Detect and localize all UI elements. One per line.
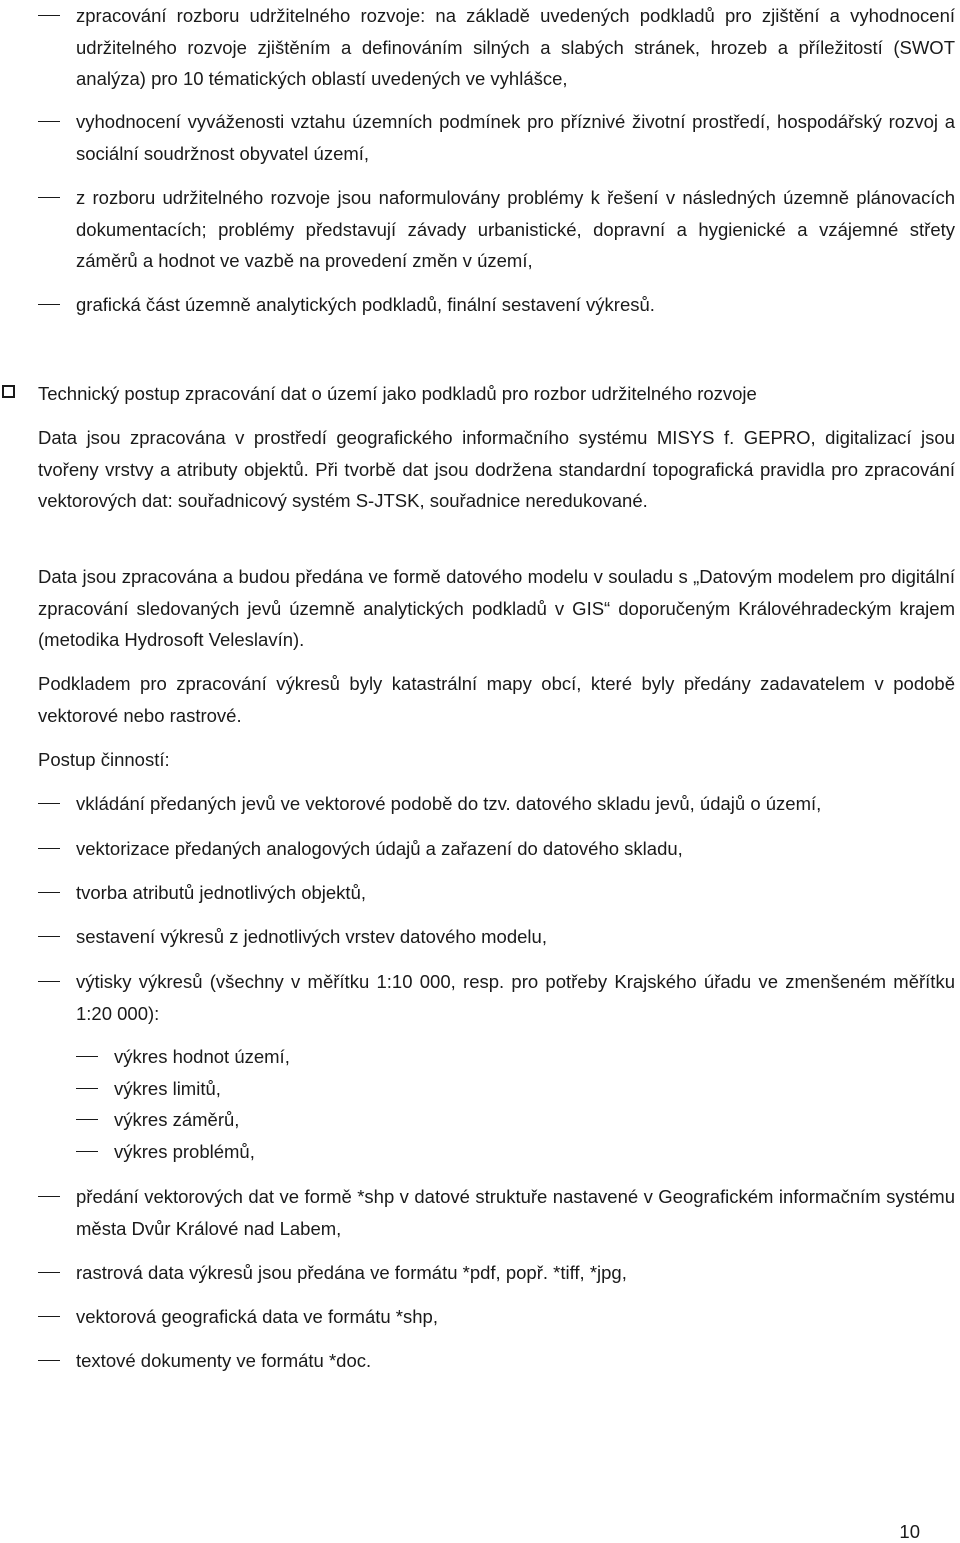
dash-bullet-icon [76,1119,98,1120]
paragraph: Postup činností: [38,749,170,770]
dash-bullet-icon [38,1316,60,1317]
dash-bullet-icon [76,1056,98,1057]
dash-bullet-icon [38,892,60,893]
dash-bullet-icon [38,121,60,122]
dash-bullet-icon [38,1360,60,1361]
list-item-text: výtisky výkresů (všechny v měřítku 1:10 000, resp. pro potřeby Krajského úřadu ve zmenšeném měřítku 1:20 000): [76,971,955,1024]
list-item-text: zpracování rozboru udržitelného rozvoje: na základě uvedených podkladů pro zjištění a vyhodnocení udržitelného rozvoje zjištěním a definováním silných a slabých stránek, hrozeb a příležitostí (SWOT analýza) pro 10 tématických oblastí uvedených ve vyhlášce, [76,5,955,89]
dash-bullet-icon [38,304,60,305]
list-item-text: vektorová geografická data ve formátu *shp, [76,1306,438,1327]
dash-bullet-icon [38,197,60,198]
section-heading-text: Technický postup zpracování dat o území jako podkladů pro rozbor udržitelného rozvoje [38,383,757,404]
checkbox-bullet-icon [2,385,15,398]
sub-list-item-text: výkres hodnot území, [114,1046,290,1067]
dash-bullet-icon [76,1088,98,1089]
dash-bullet-icon [38,981,60,982]
dash-bullet-icon [38,848,60,849]
sub-list-item-text: výkres limitů, [114,1078,221,1099]
list-item-text: grafická část územně analytických podkladů, finální sestavení výkresů. [76,294,655,315]
list-item-text: vektorizace předaných analogových údajů a zařazení do datového skladu, [76,838,683,859]
paragraph: Data jsou zpracována v prostředí geografického informačního systému MISYS f. GEPRO, digitalizací jsou tvořeny vrstvy a atributy objektů. Při tvorbě dat jsou dodržena standardní topografická pravidla pro zpracování vektorových dat: souřadnicový systém S-JTSK, souřadnice neredukované. [38,427,955,511]
dash-bullet-icon [38,936,60,937]
sub-list-item-text: výkres záměrů, [114,1109,240,1130]
list-item-text: rastrová data výkresů jsou předána ve formátu *pdf, popř. *tiff, *jpg, [76,1262,627,1283]
list-item-text: vkládání předaných jevů ve vektorové podobě do tzv. datového skladu jevů, údajů o území, [76,793,822,814]
list-item-text: vyhodnocení vyváženosti vztahu územních podmínek pro příznivé životní prostředí, hospodářský rozvoj a sociální soudržnost obyvatel území, [76,111,955,164]
list-item-text: tvorba atributů jednotlivých objektů, [76,882,367,903]
paragraph: Data jsou zpracována a budou předána ve formě datového modelu v souladu s „Datovým modelem pro digitální zpracování sledovaných jevů územně analytických podkladů v GIS“ doporučeným Královéhradeckým krajem (metodika Hydrosoft Veleslavín). [38,566,955,650]
page-number: 10 [899,1521,920,1542]
dash-bullet-icon [38,803,60,804]
list-item-text: textové dokumenty ve formátu *doc. [76,1350,372,1371]
sub-list-item-text: výkres problémů, [114,1141,255,1162]
dash-bullet-icon [38,1196,60,1197]
dash-bullet-icon [38,15,60,16]
dash-bullet-icon [76,1151,98,1152]
dash-bullet-icon [38,1272,60,1273]
paragraph: Podkladem pro zpracování výkresů byly katastrální mapy obcí, které byly předány zadavatelem v podobě vektorové nebo rastrové. [38,673,955,726]
list-item-text: předání vektorových dat ve formě *shp v datové struktuře nastavené v Geografickém informačním systému města Dvůr Králové nad Labem, [76,1186,955,1239]
list-item-text: z rozboru udržitelného rozvoje jsou naformulovány problémy k řešení v následných územně plánovacích dokumentacích; problémy představují závady urbanistické, dopravní a hygienické a vzájemné střety záměrů a hodnot ve vazbě na provedení změn v území, [76,187,955,271]
list-item-text: sestavení výkresů z jednotlivých vrstev datového modelu, [76,926,547,947]
